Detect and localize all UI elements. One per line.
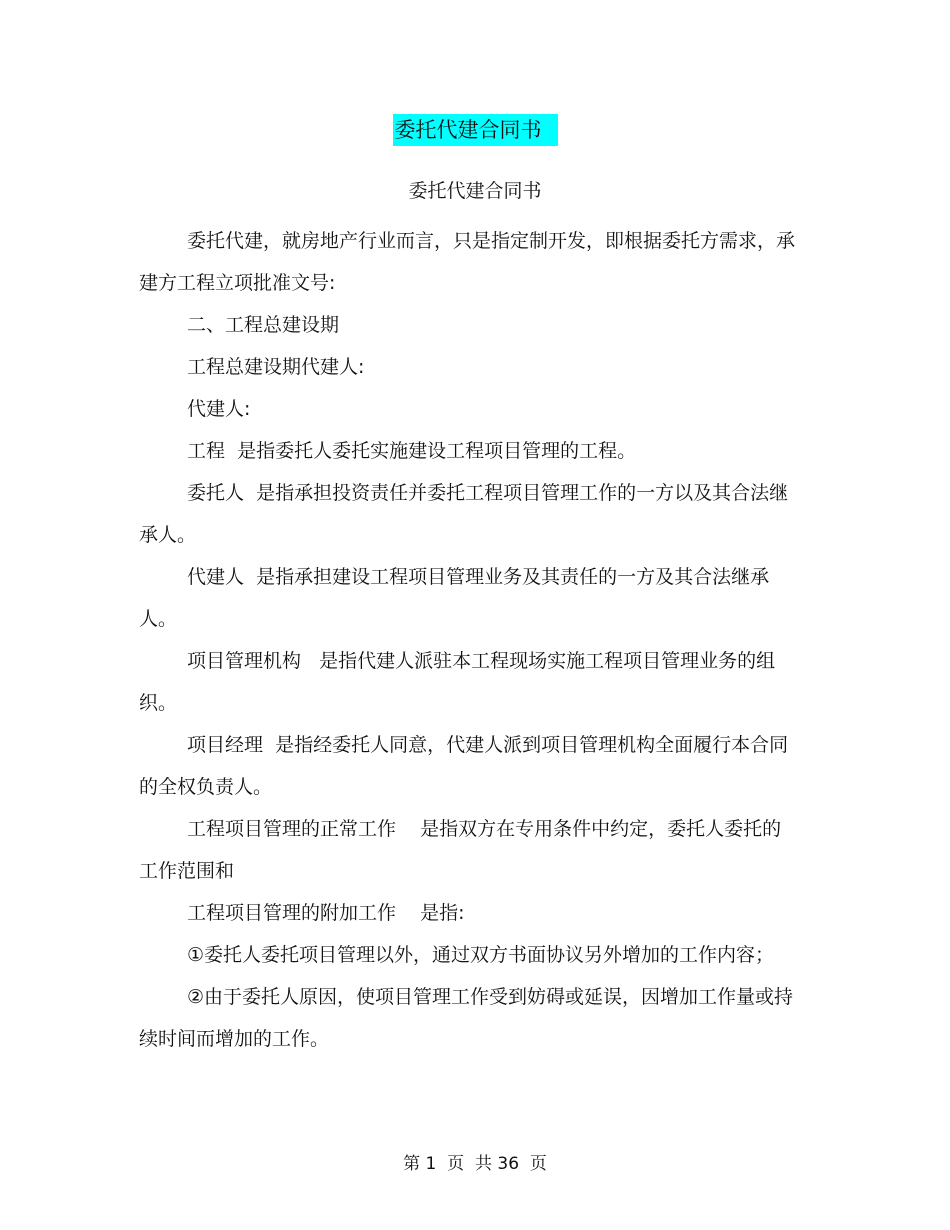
document-body [139,220,799,1060]
paragraph: 工程项目管理的正常工作 是指双方在专用条件中约定，委托人委托的工作范围和 [139,818,782,882]
paragraph: 项目经理 是指经委托人同意，代建人派到项目管理机构全面履行本合同的全权负责人。 [139,734,789,798]
document-subtitle: 委托代建合同书 [408,180,542,202]
paragraph: 委托代建，就房地产行业而言，只是指定制开发，即根据委托方需求，承建方工程立项批准文号: [139,230,796,294]
paragraph: ②由于委托人原因，使项目管理工作受到妨碍或延误，因增加工作量或持续时间而增加的工作。 [139,986,794,1050]
paragraph: ①委托人委托项目管理以外，通过双方书面协议另外增加的工作内容； [187,944,775,966]
document-title [0,114,950,146]
paragraph: 委托人 是指承担投资责任并委托工程项目管理工作的一方以及其合法继承人。 [139,482,789,546]
paragraph: 代建人: [187,398,251,420]
paragraph: 代建人 是指承担建设工程项目管理业务及其责任的一方及其合法继承人。 [139,566,770,630]
paragraph: 工程项目管理的附加工作 是指: [187,902,465,924]
highlighted-title-text: 委托代建合同书 [393,114,558,146]
paragraph: 项目管理机构 是指代建人派驻本工程现场实施工程项目管理业务的组织。 [139,650,776,714]
paragraph: 二、工程总建设期 [187,314,340,336]
paragraph: 工程 是指委托人委托实施建设工程项目管理的工程。 [187,440,637,462]
page-number-footer: 第 1 页 共 36 页 [403,1154,547,1174]
paragraph: 工程总建设期代建人: [187,356,365,378]
